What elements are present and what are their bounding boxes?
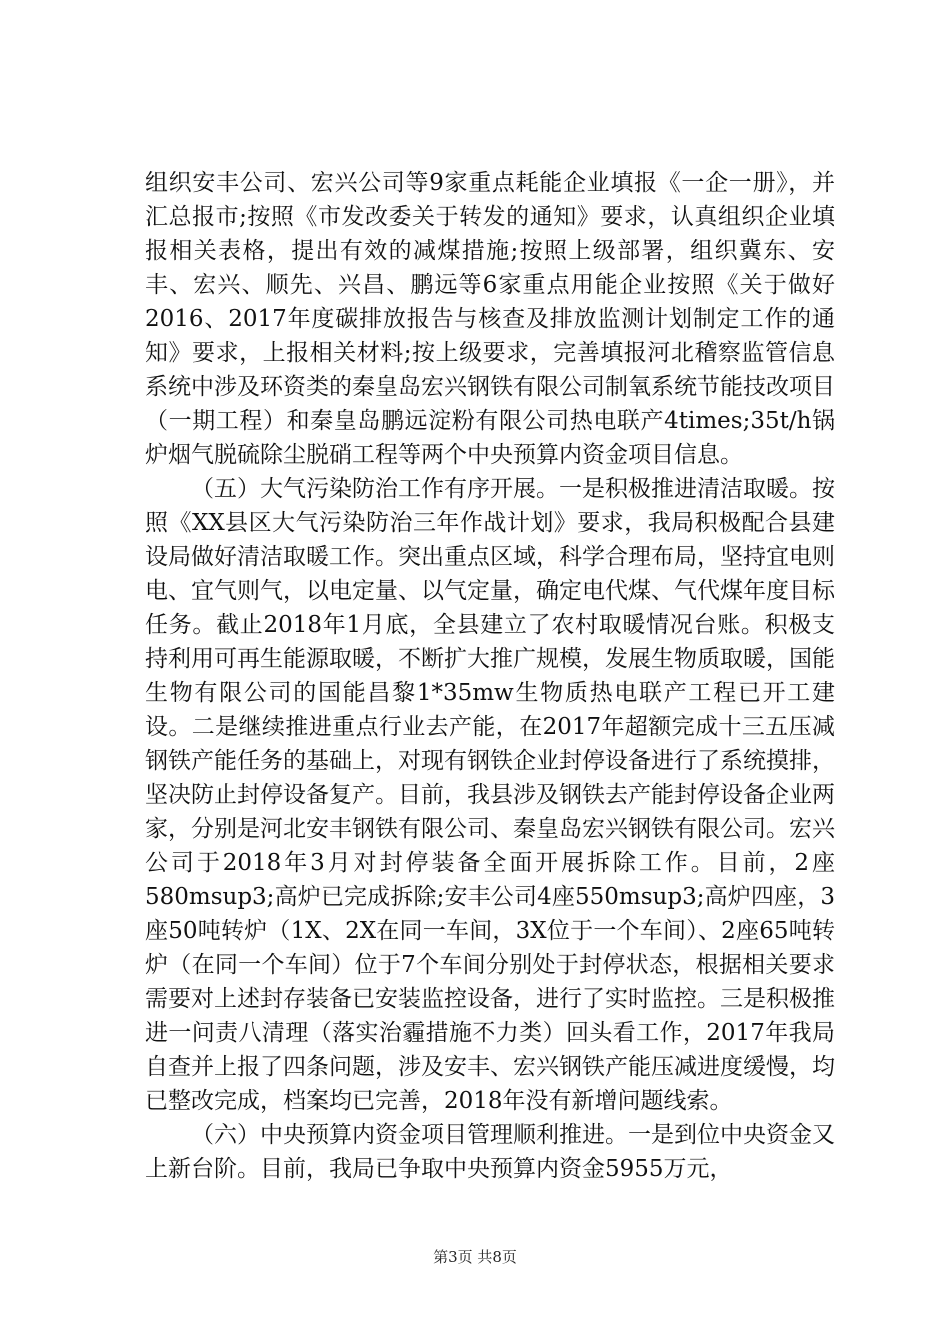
paragraph-energy-enterprises: 组织安丰公司、宏兴公司等9家重点耗能企业填报《一企一册》，并汇总报市;按照《市发改委关于转发的通知》要求，认真组织企业填报相关表格，提出有效的减煤措施;按照上级部署，组织冀东、安丰、宏兴、顺先、兴昌、鹏远等6家重点用能企业按照《关于做好2016、2017年度碳排放报告与核查及排放监测计划制定工作的通知》要求，上报相关材料;按上级要求，完善填报河北稽察监管信息系统中涉及环资类的秦皇岛宏兴钢铁有限公司制氧系统节能技改项目（一期工程）和秦皇岛鹏远淀粉有限公司热电联产4times;35t/h锅炉烟气脱硫除尘脱硝工程等两个中央预算内资金项目信息。 bbox=[145, 170, 835, 468]
paragraph-air-pollution: （五）大气污染防治工作有序开展。一是积极推进清洁取暖。按照《XX县区大气污染防治三年作战计划》要求，我局积极配合县建设局做好清洁取暖工作。突出重点区域，科学合理布局，坚持宜电则电、宜气则气，以电定量、以气定量，确定电代煤、气代煤年度目标任务。截止2018年1月底，全县建立了农村取暖情况台账。积极支持利用可再生能源取暖，不断扩大推广规模，发展生物质取暖，国能生物有限公司的国能昌黎1*35mw生物质热电联产工程已开工建设。二是继续推进重点行业去产能，在2017年超额完成十三五压减钢铁产能任务的基础上，对现有钢铁企业封停设备进行了系统摸排，坚决防止封停设备复产。目前，我县涉及钢铁去产能封停设备企业两家，分别是河北安丰钢铁有限公司、秦皇岛宏兴钢铁有限公司。宏兴公司于2018年3月对封停装备全面开展拆除工作。目前，2座580msup3;高炉已完成拆除;安丰公司4座550msup3;高炉四座，3座50吨转炉（1X、2X在同一车间，3X位于一个车间）、2座65吨转炉（在同一个车间）位于7个车间分别处于封停状态，根据相关要求需要对上述封存装备已安装监控设备，进行了实时监控。三是积极推进一问责八清理（落实治霾措施不力类）回头看工作，2017年我局自查并上报了四条问题，涉及安丰、宏兴钢铁产能压减进度缓慢，均已整改完成，档案均已完善，2018年没有新增问题线索。 bbox=[145, 476, 835, 1114]
page-number-footer: 第3页 共8页 bbox=[433, 1248, 517, 1266]
document-body bbox=[145, 166, 835, 1186]
paragraph-central-budget: （六）中央预算内资金项目管理顺利推进。一是到位中央资金又上新台阶。目前，我局已争取中央预算内资金5955万元， bbox=[145, 1122, 835, 1182]
